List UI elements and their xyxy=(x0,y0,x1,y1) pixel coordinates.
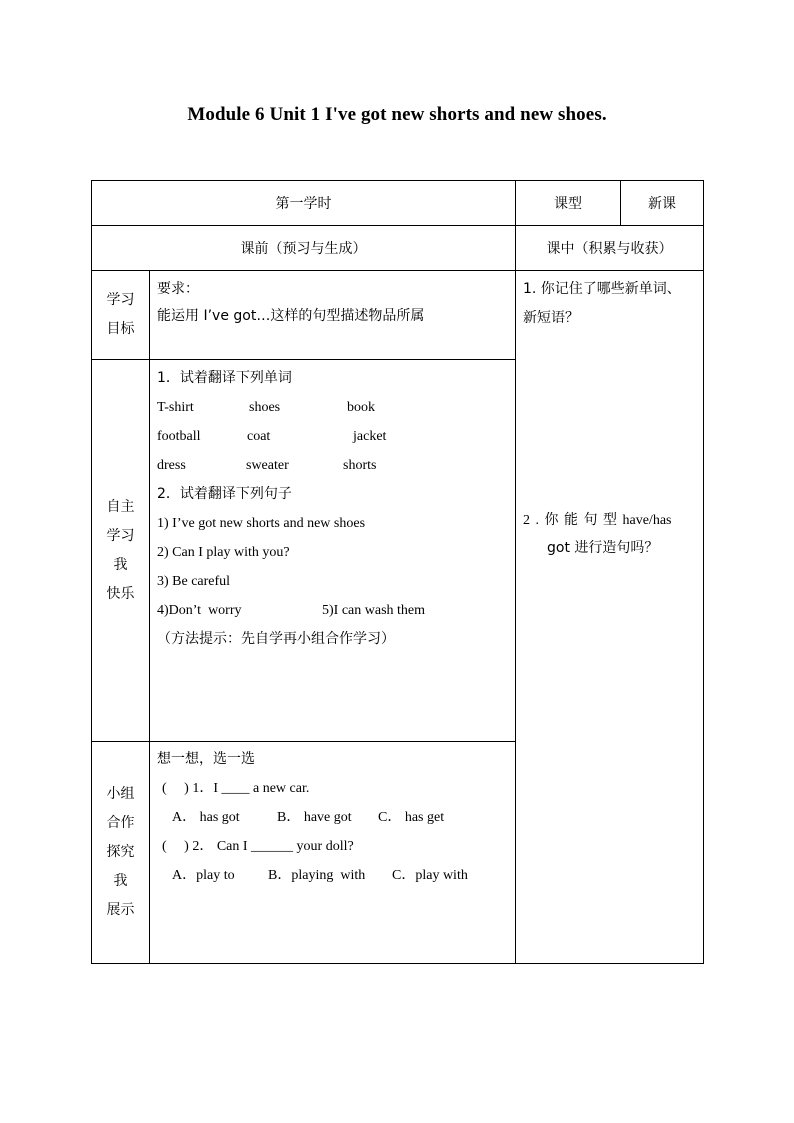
question-1: ( ) 1．I ____ a new car. xyxy=(162,781,310,796)
goals-content-cell xyxy=(150,271,516,360)
goals-label-cell xyxy=(92,271,150,360)
lesson-type-label: 课型 xyxy=(554,196,582,212)
goals-label-line2: 目标 xyxy=(106,321,135,337)
word: jacket xyxy=(353,429,387,444)
lesson-type-value-cell xyxy=(621,181,704,226)
option-a: A． has got xyxy=(172,810,240,825)
self-study-label-4: 快乐 xyxy=(106,585,135,602)
sentence-2: 2) Can I play with you? xyxy=(157,545,290,560)
option-a: A．play to xyxy=(172,868,235,883)
group-label-cell xyxy=(92,742,150,964)
sentence-4: 4)Don’t worry xyxy=(157,603,242,618)
lesson-type-label-cell xyxy=(516,181,621,226)
lesson-number-cell xyxy=(92,181,516,226)
sentence-3: 3) Be careful xyxy=(157,574,231,589)
self-study-task-1: 1．试着翻译下列单词 xyxy=(157,370,292,386)
sentence-5: 5)I can wash them xyxy=(322,603,426,618)
group-heading: 想一想，选一选 xyxy=(157,751,255,767)
lesson-number: 第一学时 xyxy=(275,196,332,212)
before-class-header xyxy=(92,226,516,271)
word: shorts xyxy=(343,458,377,473)
in-class-label: 课中（积累与收获） xyxy=(546,241,673,257)
lesson-type-value: 新课 xyxy=(648,196,676,212)
question-2-options xyxy=(157,861,509,890)
self-study-label-2: 学习 xyxy=(106,527,135,544)
self-study-content-cell xyxy=(150,360,516,742)
goals-requirement: 要求： xyxy=(157,281,199,297)
word: shoes xyxy=(249,400,281,415)
lesson-plan-table xyxy=(91,180,704,964)
in-class-question-1-line1: 1. 你记住了哪些新单词、 xyxy=(523,281,681,297)
in-class-header xyxy=(516,226,704,271)
word: football xyxy=(157,429,201,444)
option-c: C． has get xyxy=(378,810,445,825)
group-content-cell xyxy=(150,742,516,964)
group-label-1: 小组 xyxy=(106,786,135,802)
word: coat xyxy=(247,429,271,444)
goals-label-line1: 学习 xyxy=(106,292,135,308)
in-class-question-2-line1: 2 . 你 能 句 型 have/has xyxy=(523,513,672,528)
group-label-4: 我 xyxy=(113,873,128,889)
before-class-label: 课前（预习与生成） xyxy=(240,241,367,257)
in-class-question-1-line2: 新短语？ xyxy=(523,310,579,326)
document-title: Module 6 Unit 1 I've got new shorts and new shoes. xyxy=(187,104,607,125)
word: sweater xyxy=(246,458,289,473)
group-label-5: 展示 xyxy=(106,902,135,918)
method-hint: （方法提示：先自学再小组合作学习） xyxy=(157,631,395,647)
question-2: ( ) 2． Can I ______ your doll? xyxy=(162,839,354,854)
question-1-options xyxy=(157,803,509,832)
sentence-row-4-5 xyxy=(157,596,509,625)
goals-description: 能运用 I’ve got…这样的句型描述物品所属 xyxy=(157,308,425,324)
word: book xyxy=(347,400,375,415)
word-row-1 xyxy=(157,393,509,422)
group-label-3: 探究 xyxy=(106,844,135,860)
option-c: C．play with xyxy=(392,868,468,883)
option-b: B．playing with xyxy=(268,868,366,883)
word-row-3 xyxy=(157,451,509,480)
goals-row xyxy=(92,271,704,360)
word: T-shirt xyxy=(157,400,194,415)
self-study-task-2: 2．试着翻译下列句子 xyxy=(157,486,292,502)
sentence-1: 1) I’ve got new shorts and new shoes xyxy=(157,516,366,531)
in-class-question-2-line2: got 进行造句吗？ xyxy=(547,540,659,556)
self-study-label-3: 我 xyxy=(113,556,128,573)
in-class-content-cell xyxy=(516,271,704,964)
header-row xyxy=(92,181,704,226)
word-row-2 xyxy=(157,422,509,451)
section-header-row xyxy=(92,226,704,271)
option-b: B． have got xyxy=(277,810,352,825)
group-label-2: 合作 xyxy=(106,815,135,831)
self-study-label-1: 自主 xyxy=(106,498,135,515)
self-study-label-cell xyxy=(92,360,150,742)
word: dress xyxy=(157,458,186,473)
